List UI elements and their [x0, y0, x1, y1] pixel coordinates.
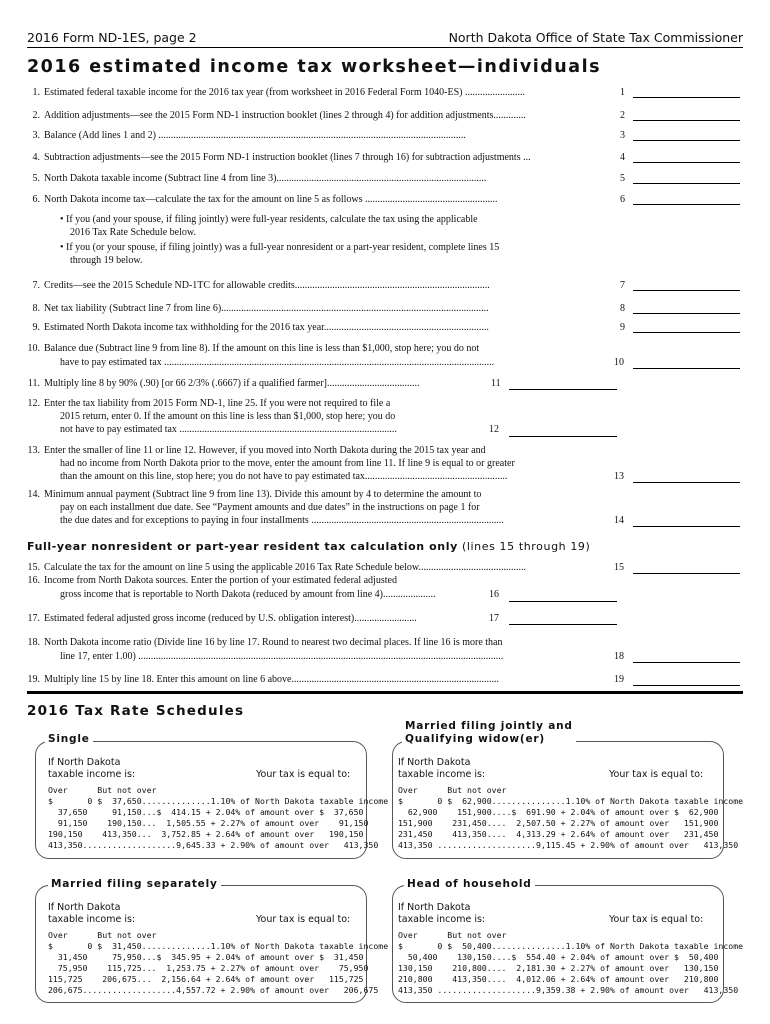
line-7: 7. Credits—see the 2015 Schedule ND-1TC for allowable credits..............................................................................: [32, 280, 490, 291]
line-12: 12. Enter the tax liability from 2015 Form ND-1, line 25. If you were not required to file a: [27, 398, 391, 409]
line-12-input[interactable]: [509, 436, 617, 437]
line-13-cont: than the amount on this line, stop here; you do not have to pay estimated tax.........................................................: [60, 471, 508, 482]
line-ref: 12: [489, 424, 499, 435]
line-ref: 6: [620, 194, 625, 205]
bullet-resident: • If you (and your spouse, if filing jointly) were full-year residents, calculate the tax using the applicable: [60, 214, 478, 225]
schedule-row: 130,150 210,800.... 2,181.30 + 2.27% of amount over 130,150: [398, 963, 719, 973]
schedule-label: taxable income is:: [48, 914, 136, 925]
schedule-row: 115,725 206,675... 2,156.64 + 2.64% of amount over 115,725: [48, 974, 364, 984]
header-divider: [27, 47, 743, 48]
schedule-row: 75,950 115,725... 1,253.75 + 2.27% of amount over 75,950: [48, 963, 369, 973]
line-ref: 9: [620, 322, 625, 333]
schedule-row: 50,400 130,150....$ 554.40 + 2.04% of amount over $ 50,400: [398, 952, 719, 962]
bullet-nonresident: • If you (or your spouse, if filing jointly) was a full-year nonresident or a part-year resident, complete lines 15: [60, 242, 500, 253]
line-ref: 14: [614, 515, 624, 526]
line-8-input[interactable]: [633, 313, 740, 314]
schedule-columns: Over But not over: [48, 785, 157, 795]
line-6-input[interactable]: [633, 204, 740, 205]
line-8: 8. Net tax liability (Subtract line 7 from line 6)...........................................................................................................: [32, 303, 489, 314]
line-12-cont: 2015 return, enter 0. If the amount on this line is less than $1,000, stop here; you do: [60, 411, 396, 422]
schedule-head-of-household-title: Head of household: [404, 878, 535, 890]
schedule-row: $ 0 $ 62,900...............1.10% of North Dakota taxable income: [398, 796, 744, 806]
line-18-input[interactable]: [633, 662, 740, 663]
schedule-label: If North Dakota: [48, 757, 121, 768]
line-16-cont: gross income that is reportable to North Dakota (reduced by amount from line 4).....................: [60, 589, 436, 600]
line-1: 1. Estimated federal taxable income for the 2016 tax year (from worksheet in 2016 Federal Form 1040-ES) ........................: [32, 87, 525, 98]
line-ref: 18: [614, 651, 624, 662]
schedule-label: Your tax is equal to:: [256, 769, 351, 780]
line-4-input[interactable]: [633, 162, 740, 163]
line-19: 19. Multiply line 15 by line 18. Enter this amount on line 6 above...................................................................................: [27, 674, 499, 685]
line-2: 2. Addition adjustments—see the 2015 Form ND-1 instruction booklet (lines 2 through 4) for addition adjustments.............: [32, 110, 526, 121]
page-title: 2016 estimated income tax worksheet—individuals: [27, 57, 601, 77]
schedule-row: 31,450 75,950...$ 345.95 + 2.04% of amount over $ 31,450: [48, 952, 364, 962]
line-10-input[interactable]: [633, 368, 740, 369]
line-ref: 19: [614, 674, 624, 685]
line-ref: 16: [489, 589, 499, 600]
schedule-label: If North Dakota: [398, 757, 471, 768]
line-3-input[interactable]: [633, 140, 740, 141]
line-11-input[interactable]: [509, 389, 617, 390]
line-13: 13. Enter the smaller of line 11 or line 12. However, if you moved into North Dakota during the 2015 tax year and: [27, 445, 486, 456]
schedule-row: 413,350...................9,645.33 + 2.90% of amount over 413,350: [48, 840, 379, 850]
agency-name: North Dakota Office of State Tax Commissioner: [448, 30, 743, 45]
schedule-label: taxable income is:: [398, 769, 486, 780]
schedule-label: taxable income is:: [48, 769, 136, 780]
page-header: [27, 30, 743, 48]
schedule-row: 190,150 413,350... 3,752.85 + 2.64% of amount over 190,150: [48, 829, 364, 839]
line-16: 16. Income from North Dakota sources. Enter the portion of your estimated federal adjusted: [27, 575, 397, 586]
line-14-cont: pay on each installment due date. See “Payment amounts and due dates” in the instructions on page 1 for: [60, 502, 480, 513]
schedules-title: 2016 Tax Rate Schedules: [27, 703, 245, 719]
schedule-row: 413,350 ....................9,359.38 + 2.90% of amount over 413,350: [398, 985, 739, 995]
schedule-label: If North Dakota: [48, 902, 121, 913]
schedule-married-jointly-title: Married filing jointly and Qualifying widow(er): [402, 720, 576, 746]
line-11: 11. Multiply line 8 by 90% (.90) [or 66 2/3% (.6667) if a qualified farmer].....................................: [27, 378, 420, 389]
line-ref: 1: [620, 87, 625, 98]
line-ref: 15: [614, 562, 624, 573]
bullet-resident-cont: 2016 Tax Rate Schedule below.: [70, 227, 196, 238]
line-ref: 7: [620, 280, 625, 291]
line-ref: 13: [614, 471, 624, 482]
line-ref: 4: [620, 152, 625, 163]
line-15: 15. Calculate the tax for the amount on line 5 using the applicable 2016 Tax Rate Schedule below...........................................: [27, 562, 526, 573]
line-18: 18. North Dakota income ratio (Divide line 16 by line 17. Round to nearest two decimal places. If line 16 is more than: [27, 637, 503, 648]
form-page-label: 2016 Form ND-1ES, page 2: [27, 30, 197, 45]
schedule-row: 151,900 231,450.... 2,507.50 + 2.27% of amount over 151,900: [398, 818, 719, 828]
schedule-label: Your tax is equal to:: [609, 914, 704, 925]
line-7-input[interactable]: [633, 290, 740, 291]
line-ref: 17: [489, 613, 499, 624]
line-14-cont: the due dates and for exceptions to paying in four installments .............................................................................: [60, 515, 504, 526]
line-ref: 10: [614, 357, 624, 368]
nonresident-section-heading: Full-year nonresident or part-year resident tax calculation only (lines 15 through 19): [27, 540, 591, 553]
line-18-cont: line 17, enter 1.00) ..................................................................................................................................................: [60, 651, 504, 662]
line-12-cont: not have to pay estimated tax .......................................................................................: [60, 424, 397, 435]
schedule-married-separately-title: Married filing separately: [48, 878, 221, 890]
line-ref: 8: [620, 303, 625, 314]
schedule-columns: Over But not over: [48, 930, 157, 940]
schedule-row: 206,675...................4,557.72 + 2.90% of amount over 206,675: [48, 985, 379, 995]
schedule-row: $ 0 $ 50,400...............1.10% of North Dakota taxable income: [398, 941, 744, 951]
line-ref: 5: [620, 173, 625, 184]
line-10-cont: have to pay estimated tax ....................................................................................................................................: [60, 357, 495, 368]
line-3: 3. Balance (Add lines 1 and 2) ...........................................................................................................................: [32, 130, 466, 141]
line-1-input[interactable]: [633, 97, 740, 98]
line-14: 14. Minimum annual payment (Subtract line 9 from line 13). Divide this amount by 4 to determine the amount to: [27, 489, 482, 500]
line-14-input[interactable]: [633, 526, 740, 527]
line-5: 5. North Dakota taxable income (Subtract line 4 from line 3)....................................................................................: [32, 173, 487, 184]
schedule-single-title: Single: [45, 733, 93, 745]
line-17-input[interactable]: [509, 624, 617, 625]
schedule-columns: Over But not over: [398, 785, 507, 795]
line-19-input[interactable]: [633, 685, 740, 686]
line-ref: 11: [491, 378, 501, 389]
schedule-row: 62,900 151,900....$ 691.90 + 2.04% of amount over $ 62,900: [398, 807, 719, 817]
schedule-row: 210,800 413,350.... 4,012.06 + 2.64% of amount over 210,800: [398, 974, 719, 984]
schedule-row: 413,350 ....................9,115.45 + 2.90% of amount over 413,350: [398, 840, 739, 850]
line-5-input[interactable]: [633, 183, 740, 184]
schedule-row: $ 0 $ 31,450..............1.10% of North Dakota taxable income: [48, 941, 389, 951]
line-13-input[interactable]: [633, 482, 740, 483]
line-4: 4. Subtraction adjustments—see the 2015 Form ND-1 instruction booklet (lines 7 through 16) for subtraction adjustments ...: [32, 152, 531, 163]
bullet-nonresident-cont: through 19 below.: [70, 255, 143, 266]
line-16-input[interactable]: [509, 601, 617, 602]
line-ref: 2: [620, 110, 625, 121]
line-17: 17. Estimated federal adjusted gross income (reduced by U.S. obligation interest).........................: [27, 613, 417, 624]
line-ref: 3: [620, 130, 625, 141]
schedule-row: 37,650 91,150...$ 414.15 + 2.04% of amount over $ 37,650: [48, 807, 364, 817]
line-6: 6. North Dakota income tax—calculate the tax for the amount on line 5 as follows .....................................................: [32, 194, 498, 205]
line-2-input[interactable]: [633, 120, 740, 121]
line-9: 9. Estimated North Dakota income tax withholding for the 2016 tax year..................................................................: [32, 322, 489, 333]
line-15-input[interactable]: [633, 573, 740, 574]
schedule-label: Your tax is equal to:: [256, 914, 351, 925]
schedule-row: 91,150 190,150... 1,505.55 + 2.27% of amount over 91,150: [48, 818, 369, 828]
schedule-label: Your tax is equal to:: [609, 769, 704, 780]
schedule-label: If North Dakota: [398, 902, 471, 913]
schedule-row: $ 0 $ 37,650..............1.10% of North Dakota taxable income: [48, 796, 389, 806]
line-9-input[interactable]: [633, 332, 740, 333]
schedule-row: 231,450 413,350.... 4,313.29 + 2.64% of amount over 231,450: [398, 829, 719, 839]
schedule-label: taxable income is:: [398, 914, 486, 925]
section-divider: [27, 691, 743, 694]
schedule-columns: Over But not over: [398, 930, 507, 940]
line-10: 10. Balance due (Subtract line 9 from line 8). If the amount on this line is less than $1,000, stop here; you do not: [27, 343, 480, 354]
line-13-cont: had no income from North Dakota prior to the move, enter the amount from line 11. If line 9 is equal to or greater: [60, 458, 515, 469]
